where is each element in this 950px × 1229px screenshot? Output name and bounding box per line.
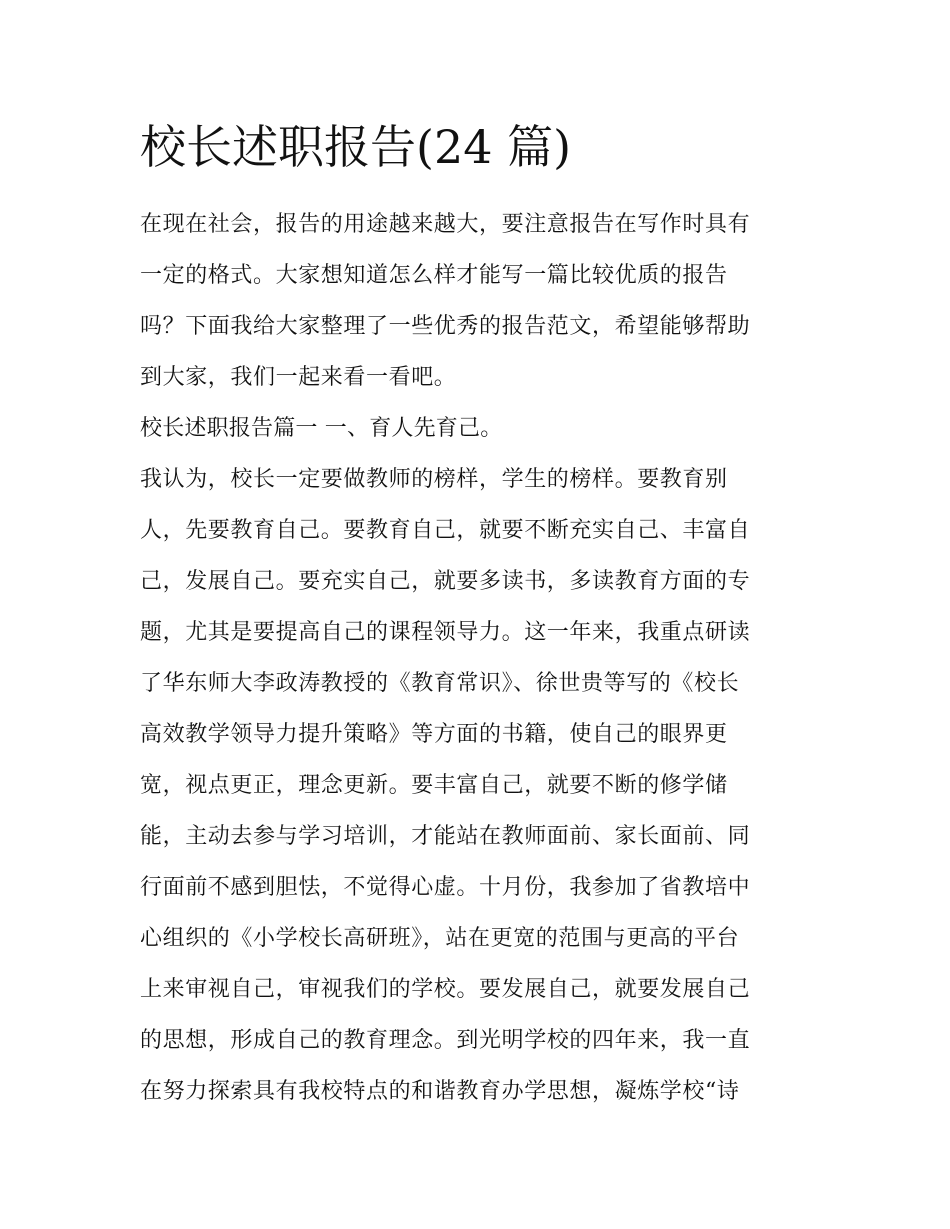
paragraph-line: 一定的格式。大家想知道怎么样才能写一篇比较优质的报告: [140, 263, 728, 288]
document-body: [140, 199, 820, 1117]
paragraph-line: 行面前不感到胆怯，不觉得心虚。十月份，我参加了省教培中: [140, 875, 751, 900]
paragraph-line: 题，尤其是要提高自己的课程领导力。这一年来，我重点研读: [140, 620, 751, 645]
section-heading: 校长述职报告篇一 一、育人先育己。: [140, 416, 503, 441]
paragraph-line: 我认为，校长一定要做教师的榜样，学生的榜样。要教育别: [140, 467, 728, 492]
paragraph-line: 吗？下面我给大家整理了一些优秀的报告范文，希望能够帮助: [140, 314, 751, 339]
paragraph-line: 人，先要教育自己。要教育自己，就要不断充实自己、丰富自: [140, 518, 751, 543]
paragraph-line: 的思想，形成自己的教育理念。到光明学校的四年来，我一直: [140, 1028, 751, 1053]
paragraph-line: 宽，视点更正，理念更新。要丰富自己，就要不断的修学储: [140, 773, 728, 798]
paragraph-line: 在现在社会，报告的用途越来越大，要注意报告在写作时具有: [140, 212, 751, 237]
paragraph-line: 心组织的《小学校长高研班》，站在更宽的范围与更高的平台: [140, 926, 740, 951]
paragraph-line: 己，发展自己。要充实自己，就要多读书，多读教育方面的专: [140, 569, 751, 594]
document-title: 校长述职报告(24 篇): [140, 120, 572, 174]
paragraph-line: 到大家，我们一起来看一看吧。: [140, 365, 457, 390]
paragraph-line: 了华东师大李政涛教授的《教育常识》、徐世贵等写的《校长: [140, 671, 740, 696]
paragraph-line: 能，主动去参与学习培训，才能站在教师面前、家长面前、同: [140, 824, 751, 849]
paragraph-line: 在努力探索具有我校特点的和谐教育办学思想，凝炼学校“诗: [140, 1079, 740, 1104]
paragraph-line: 上来审视自己，审视我们的学校。要发展自己，就要发展自己: [140, 977, 751, 1002]
paragraph-line: 高效教学领导力提升策略》等方面的书籍，使自己的眼界更: [140, 722, 728, 747]
